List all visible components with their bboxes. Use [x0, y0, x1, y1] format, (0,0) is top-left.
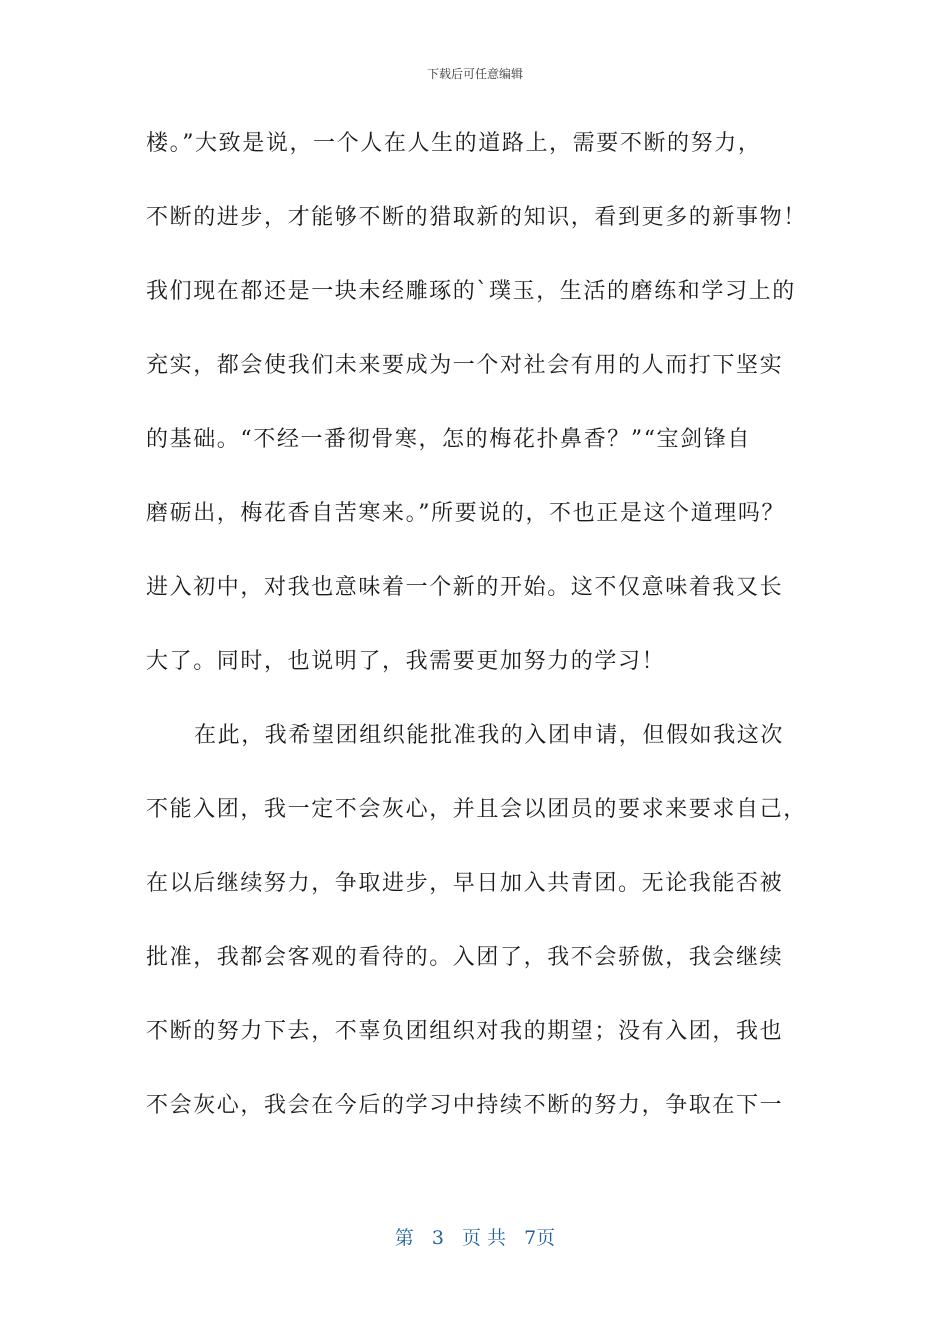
- text-line: 进入初中，对我也意味着一个新的开始。这不仅意味着我又长: [146, 575, 784, 600]
- paragraph-first-line: 在此，我希望团组织能批准我的入团申请，但假如我这次: [194, 723, 785, 748]
- text-line: 楼。”大致是说，一个人在人生的道路上，需要不断的努力，: [146, 131, 762, 156]
- text-line: 的基础。“不经一番彻骨寒，怎的梅花扑鼻香？”“宝剑锋自: [146, 427, 751, 452]
- text-line: 不会灰心，我会在今后的学习中持续不断的努力，争取在下一: [146, 1093, 784, 1118]
- body-text: [146, 124, 806, 1160]
- text-line: 磨砺出，梅花香自苦寒来。”所要说的，不也正是这个道理吗？: [146, 501, 786, 526]
- page-number-footer: [0, 1226, 950, 1250]
- footer-prefix: 第: [394, 1227, 414, 1249]
- text-line: 批准，我都会客观的看待的。入团了，我不会骄傲，我会继续: [146, 945, 784, 970]
- total-page-count: 7页: [524, 1227, 556, 1249]
- text-line: 不断的进步，才能够不断的猎取新的知识，看到更多的新事物！: [146, 205, 807, 230]
- text-line: 在以后继续努力，争取进步，早日加入共青团。无论我能否被: [146, 871, 784, 896]
- text-line: 我们现在都还是一块未经雕琢的`璞玉，生活的磨练和学习上的: [146, 279, 796, 304]
- current-page-number: 3: [431, 1227, 444, 1249]
- page-header: 下载后可任意编辑: [426, 67, 523, 81]
- footer-middle: 页 共: [462, 1227, 507, 1249]
- text-line: 充实，都会使我们未来要成为一个对社会有用的人而打下坚实: [146, 353, 784, 378]
- text-line: 不能入团，我一定不会灰心，并且会以团员的要求来要求自己，: [146, 797, 807, 822]
- text-line: 大了。同时，也说明了，我需要更加努力的学习！: [146, 649, 666, 674]
- text-line: 不断的努力下去，不辜负团组织对我的期望；没有入团，我也: [146, 1019, 784, 1044]
